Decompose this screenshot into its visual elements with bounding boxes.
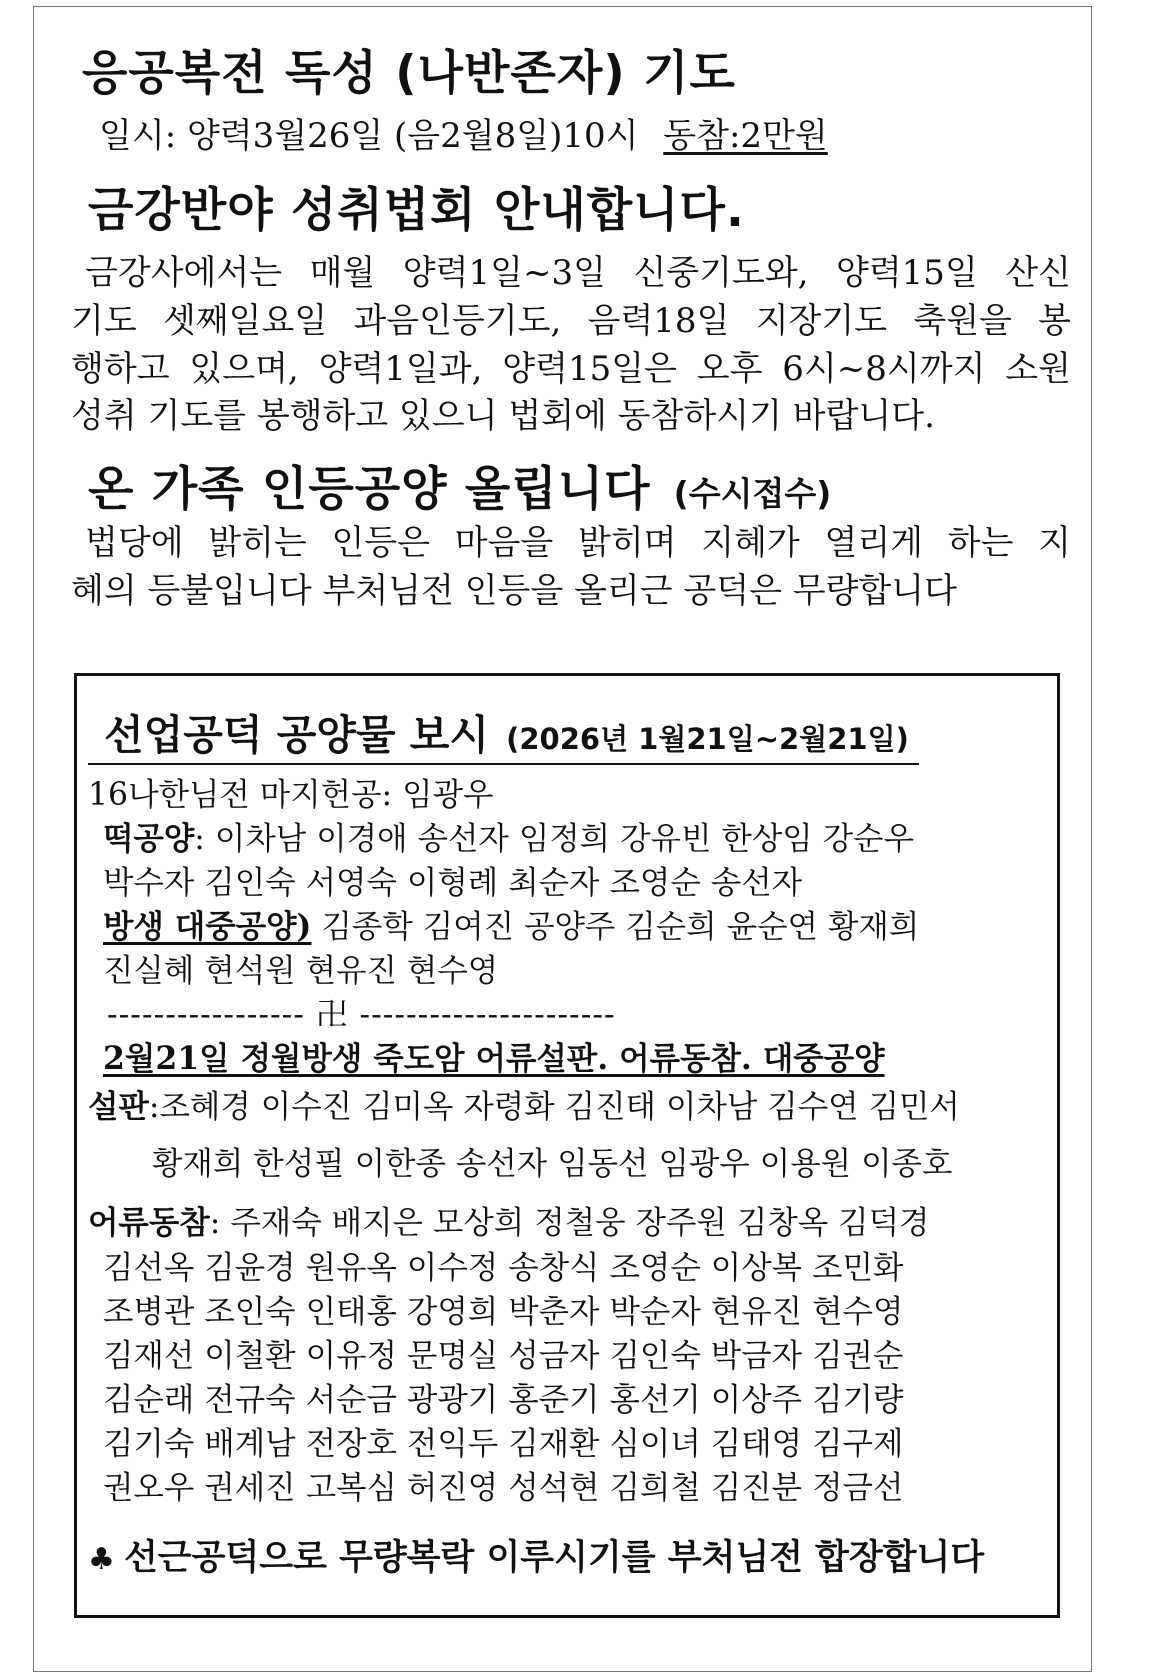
fish-row-1 (88, 1198, 929, 1243)
rice-cake-row-1 (103, 814, 914, 859)
setup-names-1: :조혜경 이수진 김미옥 자령화 김진태 이차남 김수연 김민서 (148, 1089, 960, 1125)
release-row-1 (103, 902, 919, 947)
offering-line: 16나한님전 마지헌공: 임광우 (88, 777, 494, 813)
release-label: 방생 대중공양) (103, 908, 312, 945)
rice-cake-label: 떡공양 (103, 820, 195, 857)
fish-label: 어류동참 (88, 1204, 210, 1241)
section2-line-1: 금강사에서는 매월 양력1일~3일 신중기도와, 양력15일 산신 (85, 253, 1071, 293)
section3-heading (88, 452, 831, 519)
fish-names-1: : 주재숙 배지은 모상희 정철웅 장주원 김창옥 김덕경 (209, 1205, 930, 1241)
section3-title: 온 가족 인등공양 올립니다 (88, 462, 651, 517)
box-heading (88, 702, 919, 765)
fish-row-2: 김선옥 김윤경 원유옥 이수정 송창식 조영순 이상복 조민화 (103, 1250, 904, 1286)
club-icon: ♣ (88, 1542, 115, 1577)
box-period: (2026년 1월21일~2월21일) (506, 722, 909, 756)
rice-cake-names-1: : 이차남 이경애 송선자 임정희 강유빈 한상임 강순우 (194, 821, 915, 857)
setup-label: 설판 (88, 1088, 149, 1125)
setup-row-2: 황재희 한성필 이한종 송선자 임동선 임광우 이용원 이종호 (152, 1146, 953, 1182)
release-row-2: 진실혜 현석원 현유진 현수영 (103, 953, 499, 989)
rice-cake-row-2: 박수자 김인숙 서영숙 이형례 최순자 조영순 송선자 (103, 865, 803, 901)
box-title: 선업공덕 공양물 보시 (104, 711, 490, 759)
section3-note: (수시접수) (673, 474, 832, 513)
schedule-text: 일시: 양력3월26일 (음2월8일)10시 (99, 116, 639, 156)
fish-row-4: 김재선 이철환 이유정 문명실 성금자 김인숙 박금자 김권순 (103, 1338, 904, 1374)
section1-title: 응공복전 독성 (나반존자) 기도 (82, 46, 736, 101)
section2-title: 금강반야 성취법회 안내합니다. (88, 183, 745, 238)
fish-row-6: 김기숙 배계남 전장호 전익두 김재환 심이녀 김태영 김구제 (103, 1426, 904, 1462)
section3-line-2: 혜의 등불입니다 부처님전 인등을 올리근 공덕은 무량합니다 (71, 571, 957, 611)
donation-text: 동참:2만원 (663, 116, 828, 156)
fish-row-3: 조병관 조인숙 인태홍 강영희 박춘자 박순자 현유진 현수영 (103, 1294, 904, 1330)
closing-line (88, 1530, 984, 1580)
divider: ----------------- 卍 ---------------------- (107, 997, 616, 1033)
fish-row-5: 김순래 전규숙 서순금 광광기 홍준기 홍선기 이상주 김기량 (103, 1382, 904, 1418)
closing-text: 선근공덕으로 무량복락 이루시기를 부처님전 합장합니다 (124, 1538, 985, 1578)
release-names-1: 김종학 김여진 공양주 김순희 윤순연 황재희 (311, 909, 920, 945)
fish-row-7: 권오우 권세진 고복심 허진영 성석현 김희철 김진분 정금선 (103, 1470, 904, 1506)
section2-line-3: 행하고 있으며, 양력1일과, 양력15일은 오후 6시~8시까지 소원 (71, 349, 1071, 389)
section2-line-4: 성취 기도를 봉행하고 있으니 법회에 동참하시기 바랍니다. (71, 396, 935, 436)
section1-schedule (99, 108, 828, 157)
setup-row-1 (88, 1082, 960, 1127)
section3-line-1: 법당에 밝히는 인등은 마음을 밝히며 지혜가 열리게 하는 지 (85, 523, 1071, 563)
section2-line-2: 기도 셋째일요일 과음인등기도, 음력18일 지장기도 축원을 봉 (71, 301, 1071, 341)
event-line: 2월21일 정월방생 죽도암 어류설판. 어류동참. 대중공양 (103, 1040, 885, 1077)
